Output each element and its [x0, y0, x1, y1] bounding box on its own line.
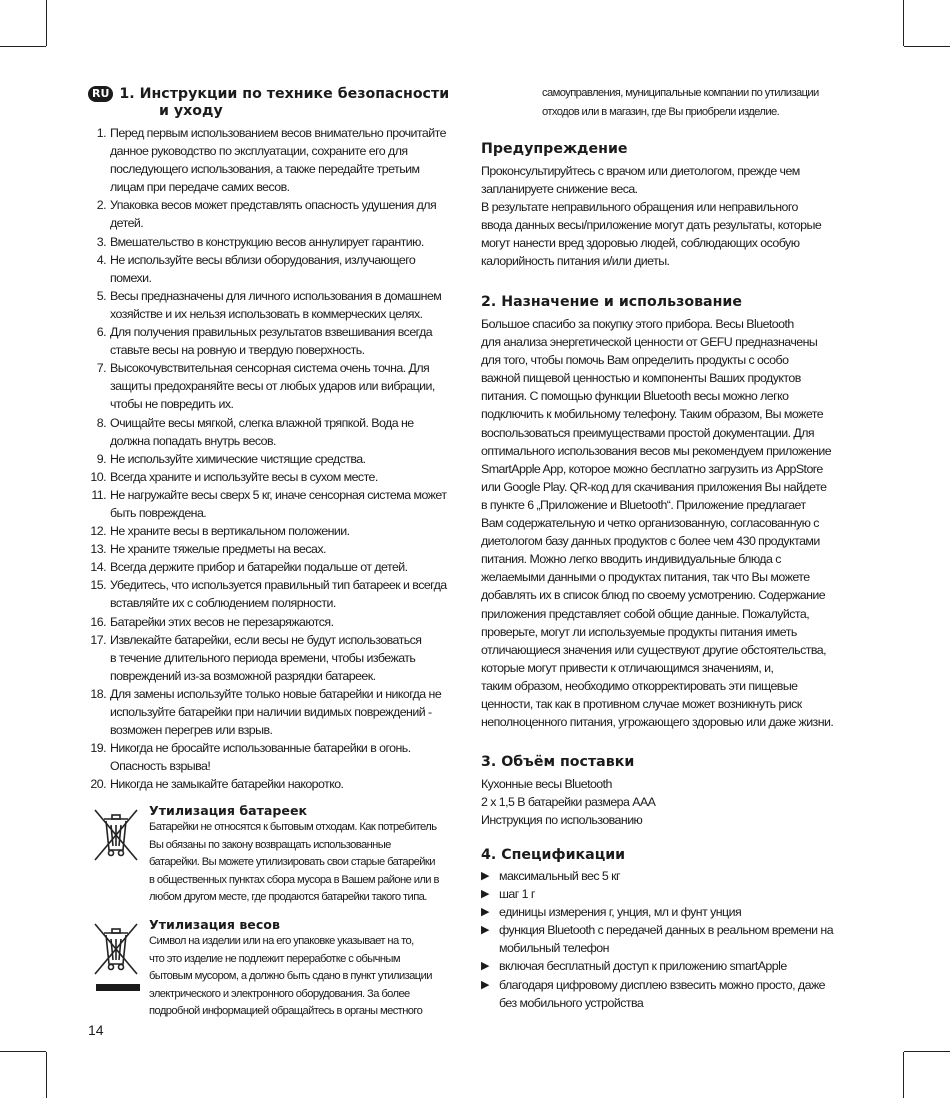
text-line: могут нанести вред здоровью людей, соблюдающих особую [481, 236, 800, 251]
text-line: Батарейки не относятся к бытовым отходам. Как потребитель [149, 821, 437, 833]
crossed-bin-icon [92, 806, 140, 862]
safety-item [88, 631, 464, 685]
text-line: возможен перегрев или взрыв. [110, 723, 273, 738]
triangle-bullet-icon: ▶ [481, 906, 489, 919]
safety-item [88, 359, 464, 413]
safety-item [88, 685, 464, 739]
scale-disposal-continued [542, 84, 866, 122]
item-number: 13. [90, 542, 106, 557]
safety-item [88, 414, 464, 450]
text-line: ценности, так как в противном случае может возникнуть риск [481, 696, 802, 711]
triangle-bullet-icon: ▶ [481, 960, 489, 973]
page-number: 14 [88, 1022, 104, 1038]
scale-disposal-text [149, 933, 464, 1021]
text-line: Убедитесь, что используется правильный тип батареек и всегда [110, 578, 447, 593]
warning-title: Предупреждение [481, 141, 628, 157]
text-line: Не используйте химические чистящие средства. [110, 451, 366, 466]
text-line: неполноценного питания, угрожающего здоровью или даже жизни. [481, 715, 834, 730]
crop-mark [903, 0, 904, 46]
text-line: шаг 1 г [499, 887, 535, 902]
text-line: Не используйте весы вблизи оборудования, излучающего [110, 252, 416, 267]
text-line: в общественных пунктах сбора мусора в Вашем районе или в [149, 873, 439, 886]
triangle-bullet-icon: ▶ [481, 870, 489, 882]
item-number: 17. [90, 632, 106, 647]
text-line: Инструкция по использованию [481, 813, 643, 828]
section3-title: 3. Объём поставки [481, 754, 635, 770]
safety-item [88, 739, 464, 775]
safety-item [88, 775, 464, 793]
language-badge: RU [88, 86, 113, 102]
item-text [108, 468, 464, 486]
text-line: быть повреждена. [110, 505, 207, 520]
spec-text [499, 885, 535, 903]
text-line: Всегда храните и используйте весы в сухом месте. [110, 469, 378, 484]
safety-item [88, 486, 464, 522]
text-line: защиты предохраняйте весы от любых ударов или вибрации, [110, 379, 435, 394]
safety-item [88, 540, 464, 558]
text-line: Опасность взрыва! [110, 759, 211, 774]
text-line: отличающиеся значения или существуют другие обстоятельства, [481, 642, 826, 657]
safety-item [88, 251, 464, 287]
text-line: Вам содержательную и четко организованную, согласованную с [481, 516, 819, 531]
item-number: 3. [96, 234, 106, 249]
text-line: хозяйстве и их нельзя использовать в коммерческих целях. [110, 306, 423, 321]
item-text [108, 233, 464, 251]
item-text [108, 196, 464, 232]
safety-item [88, 576, 464, 612]
text-line: Очищайте весы мягкой, слегка влажной тряпкой. Вода не [110, 415, 414, 430]
crop-mark [904, 46, 950, 47]
text-line: используйте батарейки при наличии видимых повреждений - [110, 705, 432, 719]
safety-item [88, 558, 464, 576]
specs-list [481, 867, 866, 1012]
text-line: для анализа энергетической ценности от GEFU предназначены [481, 335, 818, 350]
text-line: Для замены используйте только новые батарейки и никогда не [110, 686, 442, 701]
section2-text [481, 315, 866, 731]
text-line: Перед первым использованием весов внимательно прочитайте [110, 126, 446, 140]
safety-item [88, 323, 464, 359]
item-text [108, 613, 464, 631]
spec-text [499, 903, 741, 921]
text-line: таким образом, необходимо откорректировать эти пищевые [481, 678, 798, 693]
text-line: Батарейки этих весов не перезаряжаются. [110, 614, 334, 629]
text-line: помехи. [110, 270, 152, 285]
text-line: должна попадать внутрь весов. [110, 433, 276, 448]
item-number: 6. [96, 325, 106, 340]
section1-title-line2: и уходу [159, 103, 223, 119]
triangle-bullet-icon: ▶ [481, 978, 489, 991]
item-number: 7. [96, 361, 106, 376]
text-line: вставляйте их с соблюдением полярности. [110, 596, 336, 611]
text-line: функция Bluetooth с передачей данных в реальном времени на [499, 923, 834, 938]
item-text [108, 739, 464, 775]
crop-mark [904, 1051, 950, 1052]
item-number: 5. [96, 288, 106, 303]
text-line: Проконсультируйтесь с врачом или диетологом, прежде чем [481, 164, 800, 178]
item-text [108, 631, 464, 685]
item-number: 11. [91, 487, 106, 502]
warning-text [481, 162, 866, 271]
item-number: 8. [96, 415, 106, 430]
text-line: для того, чтобы помочь Вам определить продукты с особо [481, 353, 789, 368]
text-line: калорийность питания и/или диеты. [481, 254, 670, 269]
crop-mark [46, 0, 47, 46]
safety-item [88, 124, 464, 196]
text-line: в течение длительного периода времени, чтобы избежать [110, 650, 416, 665]
item-text [108, 685, 464, 739]
safety-item [88, 468, 464, 486]
section1-heading [88, 86, 464, 120]
text-line: Кухонные весы Bluetooth [481, 777, 612, 791]
item-text [108, 558, 464, 576]
text-line: Для получения правильных результатов взвешивания всегда [110, 325, 433, 340]
text-line: единицы измерения г, унция, мл и фунт унция [499, 905, 742, 920]
item-number: 16. [90, 614, 106, 629]
item-number: 10. [90, 469, 106, 484]
spec-item [481, 885, 866, 903]
text-line: диетологом базу данных продуктов с более чем 430 продуктами [481, 534, 820, 549]
text-line: электрического и электронного оборудования. За более [149, 987, 410, 1000]
text-line: добавлять их в список блюд по своему усмотрению. Содержание [481, 588, 826, 603]
text-line: 2 x 1,5 В батарейки размера AAA [481, 795, 656, 810]
item-number: 1. [96, 126, 106, 140]
text-line: Не храните тяжелые предметы на весах. [110, 542, 326, 557]
safety-item [88, 287, 464, 323]
triangle-bullet-icon: ▶ [481, 888, 489, 901]
section4-title: 4. Спецификации [481, 847, 626, 863]
item-number: 4. [96, 252, 106, 267]
spec-text [499, 921, 833, 957]
text-line: Большое спасибо за покупку этого прибора. Весы Bluetooth [481, 317, 794, 331]
spec-item [481, 903, 866, 921]
item-number: 18. [90, 686, 106, 701]
text-line: ставьте весы на ровную и твердую поверхность. [110, 343, 365, 358]
weee-bar [96, 984, 140, 991]
text-line: воспользоваться преимуществами простой документации. Для [481, 425, 815, 440]
text-line: Весы предназначены для личного использования в домашнем [110, 288, 442, 303]
item-text [108, 576, 464, 612]
safety-item [88, 522, 464, 540]
crop-mark [0, 46, 46, 47]
text-line: мобильный телефон [499, 941, 609, 956]
item-number: 9. [96, 451, 106, 466]
item-text [108, 124, 464, 196]
text-line: бытовым мусором, а должно быть сдано в пункт утилизации [149, 970, 432, 982]
section2-title: 2. Назначение и использование [481, 294, 742, 310]
text-line: приложения представляет собой общие данные. Пожалуйста, [481, 606, 810, 621]
text-line: благодаря цифровому дисплею взвесить можно просто, даже [499, 977, 826, 992]
item-text [108, 450, 464, 468]
item-text [108, 775, 464, 793]
text-line: лицам при передаче самих весов. [110, 180, 290, 195]
text-line: или Google Play. QR-код для скачивания приложения Вы найдете [481, 479, 827, 494]
item-text [108, 287, 464, 323]
text-line: подключить к мобильному телефону. Таким образом, Вы можете [481, 407, 824, 422]
spec-item [481, 957, 866, 975]
battery-disposal-title: Утилизация батареек [149, 803, 308, 818]
text-line: ввода данных весы/приложение могут дать результаты, которые [481, 218, 822, 233]
spec-item [481, 976, 866, 1012]
text-line: без мобильного устройства [499, 995, 644, 1010]
item-text [108, 323, 464, 359]
text-line: В результате неправильного обращения или неправильного [481, 200, 798, 215]
spec-text [499, 957, 787, 975]
text-line: отходов или в магазин, где Вы приобрели изделие. [542, 106, 780, 118]
item-number: 2. [96, 198, 106, 213]
crop-mark [46, 1052, 47, 1098]
text-line: Никогда не замыкайте батарейки накоротко. [110, 777, 344, 792]
spec-item [481, 921, 866, 957]
item-number: 19. [90, 741, 106, 756]
text-line: питания. С помощью функции Bluetooth весы можно легко [481, 389, 789, 404]
text-line: SmartApple App, которое можно бесплатно загрузить из AppStore [481, 461, 823, 476]
text-line: Извлекайте батарейки, если весы не будут использоваться [110, 632, 422, 647]
text-line: оптимального использования весов мы рекомендуем приложение [481, 443, 832, 458]
item-number: 12. [90, 524, 106, 539]
text-line: которые могут привести к отличающимся значениям, и, [481, 660, 774, 675]
item-text [108, 540, 464, 558]
item-text [108, 359, 464, 413]
text-line: важной пищевой ценностью и компоненты Ваших продуктов [481, 371, 801, 386]
safety-item [88, 233, 464, 251]
item-text [108, 486, 464, 522]
text-line: Не нагружайте весы сверх 5 кг, иначе сенсорная система может [110, 487, 447, 502]
text-line: питания. Можно легко вводить индивидуальные блюда с [481, 552, 781, 567]
item-text [108, 414, 464, 450]
text-line: любом другом месте, где продаются батарейки такого типа. [149, 891, 427, 903]
text-line: батарейки. Вы можете утилизировать свои старые батарейки [149, 856, 435, 868]
item-text [108, 251, 464, 287]
item-number: 14. [90, 560, 106, 575]
text-line: запланируете снижение веса. [481, 182, 638, 197]
safety-item [88, 450, 464, 468]
section1-title-line1: 1. Инструкции по технике безопасности [119, 86, 450, 102]
safety-list [88, 124, 464, 793]
text-line: Никогда не бросайте использованные батарейки в огонь. [110, 741, 411, 756]
item-text [108, 522, 464, 540]
crossed-bin-icon [92, 920, 140, 976]
safety-item [88, 196, 464, 232]
text-line: Всегда держите прибор и батарейки подальше от детей. [110, 560, 408, 575]
battery-disposal-text [149, 819, 464, 907]
spec-text [499, 976, 825, 1012]
text-line: Высокочувствительная сенсорная система очень точна. Для [110, 361, 430, 376]
item-number: 15. [90, 578, 106, 593]
text-line: данное руководство по эксплуатации, сохраните его для [110, 144, 408, 159]
text-line: чтобы не повредить их. [110, 397, 234, 412]
text-line: Символ на изделии или на его упаковке указывает на то, [149, 935, 414, 947]
text-line: в пункте 6 „Приложение и Bluetooth“. Приложение предлагает [481, 497, 806, 512]
section3-text [481, 775, 866, 829]
item-number: 20. [90, 777, 106, 792]
text-line: подробной информацией обращайтесь в органы местного [149, 1005, 423, 1017]
crop-mark [0, 1051, 46, 1052]
text-line: Упаковка весов может представлять опасность удушения для [110, 198, 437, 213]
spec-text [499, 867, 620, 885]
text-line: проверьте, могут ли используемые продукты питания иметь [481, 624, 797, 639]
text-line: Вы обязаны по закону возвращать использованные [149, 838, 391, 851]
text-line: включая бесплатный доступ к приложению smartApple [499, 959, 787, 974]
text-line: Вмешательство в конструкцию весов аннулирует гарантию. [110, 234, 424, 249]
text-line: что это изделие не подлежит переработке с обычным [149, 952, 400, 965]
text-line: детей. [110, 216, 144, 231]
safety-item [88, 613, 464, 631]
scale-disposal-title: Утилизация весов [149, 917, 280, 932]
crop-mark [903, 1052, 904, 1098]
text-line: последующего использования, а также передайте третьим [110, 162, 420, 177]
text-line: Не храните весы в вертикальном положении. [110, 524, 350, 539]
text-line: желаемыми данными о продуктах питания, так что Вы можете [481, 570, 810, 585]
text-line: максимальный вес 5 кг [499, 869, 620, 883]
text-line: повреждений из-за возможной разрядки батареек. [110, 668, 376, 683]
triangle-bullet-icon: ▶ [481, 924, 489, 937]
spec-item [481, 867, 866, 885]
text-line: самоуправления, муниципальные компании по утилизации [542, 87, 819, 99]
